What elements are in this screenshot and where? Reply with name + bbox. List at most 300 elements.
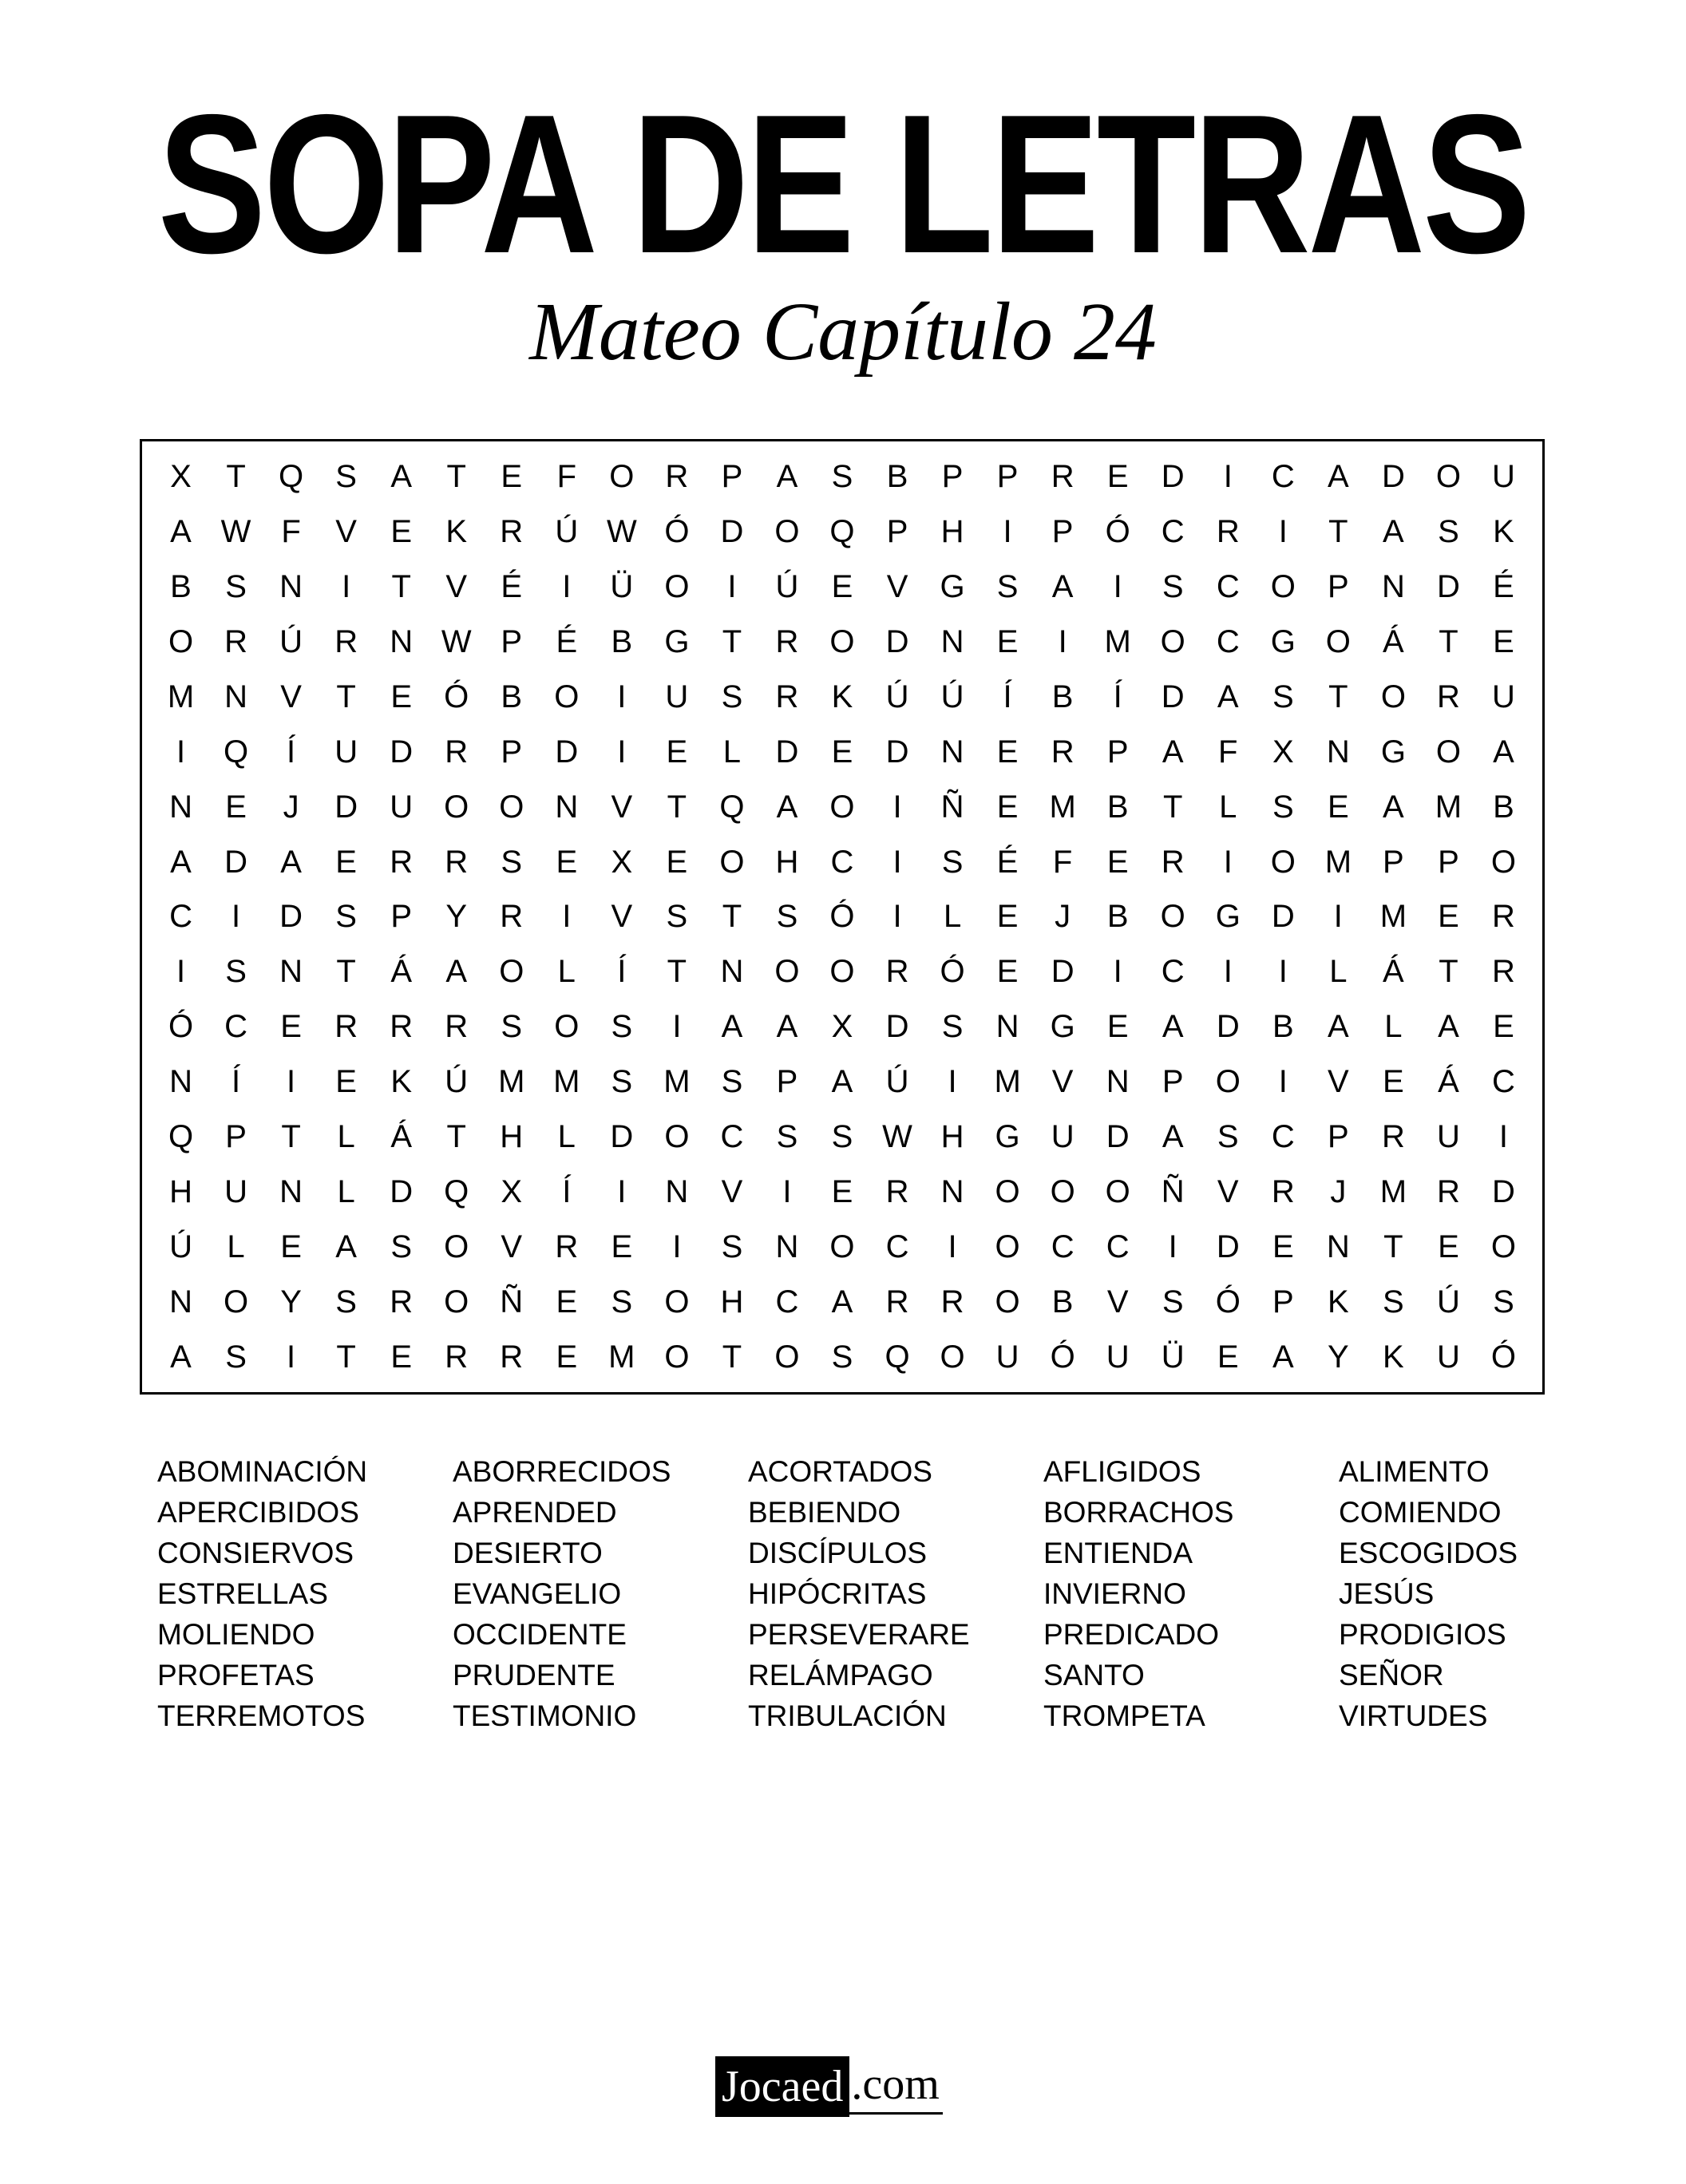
grid-cell[interactable]: S: [611, 1009, 633, 1045]
grid-cell[interactable]: P: [941, 459, 964, 495]
grid-cell[interactable]: Y: [280, 1284, 302, 1320]
grid-cell[interactable]: E: [1272, 1228, 1294, 1264]
grid-cell[interactable]: Ü: [1161, 1339, 1185, 1375]
grid-cell[interactable]: M: [1049, 789, 1076, 825]
grid-cell[interactable]: K: [1328, 1284, 1349, 1320]
grid-cell[interactable]: D: [1271, 899, 1295, 935]
grid-cell[interactable]: R: [885, 1284, 909, 1320]
grid-cell[interactable]: Ú: [885, 1064, 909, 1100]
grid-cell[interactable]: Í: [231, 1064, 241, 1100]
grid-cell[interactable]: T: [667, 789, 687, 825]
grid-cell[interactable]: R: [775, 624, 799, 660]
grid-cell[interactable]: T: [226, 459, 246, 495]
grid-cell[interactable]: R: [885, 954, 909, 990]
grid-cell[interactable]: S: [611, 1284, 633, 1320]
grid-cell[interactable]: S: [721, 1064, 743, 1100]
grid-cell[interactable]: O: [1105, 1173, 1130, 1209]
grid-cell[interactable]: U: [1492, 679, 1515, 714]
grid-cell[interactable]: T: [446, 459, 466, 495]
grid-cell[interactable]: S: [1272, 789, 1294, 825]
grid-cell[interactable]: T: [1383, 1228, 1403, 1264]
grid-cell[interactable]: B: [1106, 899, 1129, 935]
grid-cell[interactable]: A: [1493, 734, 1514, 770]
grid-cell[interactable]: O: [609, 459, 635, 495]
grid-cell[interactable]: O: [664, 1119, 690, 1155]
grid-cell[interactable]: M: [1379, 1173, 1407, 1209]
grid-cell[interactable]: R: [445, 844, 469, 880]
grid-cell[interactable]: I: [287, 1339, 296, 1375]
grid-cell[interactable]: V: [611, 789, 633, 825]
grid-cell[interactable]: S: [1493, 1284, 1514, 1320]
grid-cell[interactable]: A: [776, 1009, 798, 1045]
grid-cell[interactable]: O: [554, 679, 580, 714]
grid-cell[interactable]: W: [882, 1119, 912, 1155]
grid-cell[interactable]: S: [776, 1119, 798, 1155]
grid-cell[interactable]: C: [1492, 1064, 1515, 1100]
grid-cell[interactable]: D: [279, 899, 303, 935]
grid-cell[interactable]: T: [446, 1119, 466, 1155]
grid-cell[interactable]: T: [667, 954, 687, 990]
grid-cell[interactable]: D: [1051, 954, 1075, 990]
grid-cell[interactable]: R: [445, 734, 469, 770]
grid-cell[interactable]: N: [224, 679, 247, 714]
grid-cell[interactable]: U: [1492, 459, 1515, 495]
grid-cell[interactable]: K: [831, 679, 853, 714]
grid-cell[interactable]: Q: [279, 459, 304, 495]
grid-cell[interactable]: O: [829, 1228, 855, 1264]
grid-cell[interactable]: R: [665, 459, 689, 495]
grid-cell[interactable]: A: [1162, 734, 1184, 770]
grid-cell[interactable]: C: [720, 1119, 744, 1155]
grid-cell[interactable]: T: [722, 624, 742, 660]
grid-cell[interactable]: B: [1106, 789, 1129, 825]
grid-cell[interactable]: D: [1436, 569, 1460, 605]
grid-cell[interactable]: E: [996, 954, 1019, 990]
grid-cell[interactable]: D: [1106, 1119, 1130, 1155]
grid-cell[interactable]: I: [342, 569, 351, 605]
grid-cell[interactable]: E: [831, 734, 853, 770]
grid-cell[interactable]: B: [1051, 679, 1074, 714]
grid-cell[interactable]: N: [279, 1173, 303, 1209]
grid-cell[interactable]: C: [1216, 569, 1240, 605]
grid-cell[interactable]: R: [334, 624, 358, 660]
grid-cell[interactable]: A: [1162, 1119, 1184, 1155]
grid-cell[interactable]: I: [1113, 569, 1122, 605]
grid-cell[interactable]: S: [941, 1009, 964, 1045]
grid-cell[interactable]: O: [664, 1284, 690, 1320]
grid-cell[interactable]: Á: [390, 954, 413, 990]
grid-cell[interactable]: R: [885, 1173, 909, 1209]
grid-cell[interactable]: S: [1162, 569, 1184, 605]
grid-cell[interactable]: P: [1328, 569, 1349, 605]
grid-cell[interactable]: A: [445, 954, 468, 990]
grid-cell[interactable]: D: [224, 844, 247, 880]
grid-cell[interactable]: B: [1051, 1284, 1074, 1320]
grid-cell[interactable]: Y: [445, 899, 468, 935]
grid-cell[interactable]: T: [391, 569, 411, 605]
grid-cell[interactable]: O: [1490, 1228, 1517, 1264]
grid-cell[interactable]: O: [829, 789, 855, 825]
grid-cell[interactable]: Í: [1113, 679, 1122, 714]
grid-cell[interactable]: V: [1106, 1284, 1129, 1320]
grid-cell[interactable]: B: [611, 624, 633, 660]
grid-cell[interactable]: L: [337, 1173, 355, 1209]
grid-cell[interactable]: E: [831, 569, 853, 605]
grid-cell[interactable]: V: [886, 569, 908, 605]
grid-cell[interactable]: G: [995, 1119, 1020, 1155]
grid-cell[interactable]: T: [336, 954, 356, 990]
grid-cell[interactable]: E: [225, 789, 247, 825]
grid-cell[interactable]: C: [1271, 459, 1295, 495]
grid-cell[interactable]: L: [1384, 1009, 1403, 1045]
grid-cell[interactable]: Ñ: [1161, 1173, 1185, 1209]
grid-cell[interactable]: B: [886, 459, 908, 495]
grid-cell[interactable]: B: [1272, 1009, 1294, 1045]
grid-cell[interactable]: O: [223, 1284, 249, 1320]
grid-cell[interactable]: Ó: [1105, 514, 1130, 550]
grid-cell[interactable]: K: [1493, 514, 1514, 550]
grid-cell[interactable]: A: [170, 844, 192, 880]
grid-cell[interactable]: I: [672, 1228, 682, 1264]
grid-cell[interactable]: I: [1168, 1228, 1177, 1264]
grid-cell[interactable]: I: [1113, 954, 1122, 990]
grid-cell[interactable]: M: [498, 1064, 525, 1100]
grid-cell[interactable]: E: [1438, 1228, 1459, 1264]
grid-cell[interactable]: O: [1490, 844, 1517, 880]
grid-cell[interactable]: N: [390, 624, 414, 660]
grid-cell[interactable]: T: [1439, 624, 1458, 660]
grid-cell[interactable]: N: [169, 1064, 192, 1100]
grid-cell[interactable]: P: [886, 514, 908, 550]
grid-cell[interactable]: Y: [1328, 1339, 1349, 1375]
grid-cell[interactable]: C: [224, 1009, 247, 1045]
grid-cell[interactable]: U: [1436, 1339, 1460, 1375]
grid-cell[interactable]: S: [776, 899, 798, 935]
grid-cell[interactable]: D: [1161, 459, 1185, 495]
grid-cell[interactable]: E: [611, 1228, 633, 1264]
grid-cell[interactable]: I: [727, 569, 737, 605]
grid-cell[interactable]: E: [1383, 1064, 1404, 1100]
grid-cell[interactable]: I: [1058, 624, 1067, 660]
grid-cell[interactable]: B: [1493, 789, 1514, 825]
grid-cell[interactable]: D: [885, 734, 909, 770]
grid-cell[interactable]: S: [390, 1228, 413, 1264]
grid-cell[interactable]: L: [943, 899, 962, 935]
grid-cell[interactable]: P: [1328, 1119, 1349, 1155]
grid-cell[interactable]: S: [335, 899, 357, 935]
grid-cell[interactable]: O: [1435, 459, 1461, 495]
grid-cell[interactable]: R: [940, 1284, 964, 1320]
grid-cell[interactable]: R: [224, 624, 247, 660]
grid-cell[interactable]: N: [1381, 569, 1405, 605]
grid-cell[interactable]: T: [1163, 789, 1183, 825]
grid-cell[interactable]: R: [1436, 1173, 1460, 1209]
grid-cell[interactable]: R: [500, 1339, 524, 1375]
grid-cell[interactable]: U: [334, 734, 358, 770]
grid-cell[interactable]: N: [169, 789, 192, 825]
grid-cell[interactable]: E: [996, 899, 1019, 935]
grid-cell[interactable]: R: [390, 844, 414, 880]
grid-cell[interactable]: I: [1278, 514, 1288, 550]
grid-cell[interactable]: D: [1161, 679, 1185, 714]
grid-cell[interactable]: O: [554, 1009, 580, 1045]
grid-cell[interactable]: V: [280, 679, 302, 714]
grid-cell[interactable]: R: [1161, 844, 1185, 880]
grid-cell[interactable]: E: [831, 1173, 853, 1209]
grid-cell[interactable]: O: [1050, 1173, 1075, 1209]
grid-cell[interactable]: O: [1435, 734, 1461, 770]
grid-cell[interactable]: K: [390, 1064, 413, 1100]
grid-cell[interactable]: G: [664, 624, 690, 660]
grid-cell[interactable]: V: [1217, 1173, 1239, 1209]
grid-cell[interactable]: Á: [1383, 954, 1404, 990]
grid-cell[interactable]: A: [776, 789, 798, 825]
grid-cell[interactable]: E: [501, 459, 523, 495]
grid-cell[interactable]: G: [940, 569, 965, 605]
grid-cell[interactable]: I: [176, 954, 186, 990]
grid-cell[interactable]: A: [280, 844, 302, 880]
grid-cell[interactable]: T: [722, 1339, 742, 1375]
grid-cell[interactable]: N: [940, 1173, 964, 1209]
grid-cell[interactable]: S: [335, 459, 357, 495]
grid-cell[interactable]: M: [1435, 789, 1462, 825]
grid-cell[interactable]: I: [176, 734, 186, 770]
grid-cell[interactable]: A: [1438, 1009, 1459, 1045]
grid-cell[interactable]: D: [885, 624, 909, 660]
grid-cell[interactable]: V: [611, 899, 633, 935]
grid-cell[interactable]: S: [335, 1284, 357, 1320]
grid-cell[interactable]: I: [1223, 844, 1233, 880]
grid-cell[interactable]: N: [1326, 1228, 1350, 1264]
grid-cell[interactable]: P: [501, 734, 523, 770]
grid-cell[interactable]: X: [501, 1173, 523, 1209]
grid-cell[interactable]: Á: [1383, 624, 1404, 660]
grid-cell[interactable]: T: [1328, 679, 1348, 714]
grid-cell[interactable]: P: [1272, 1284, 1294, 1320]
grid-cell[interactable]: C: [1161, 514, 1185, 550]
grid-cell[interactable]: R: [445, 1009, 469, 1045]
grid-cell[interactable]: A: [1383, 514, 1404, 550]
grid-cell[interactable]: O: [719, 844, 745, 880]
grid-cell[interactable]: Ó: [1490, 1339, 1517, 1375]
grid-cell[interactable]: M: [608, 1339, 635, 1375]
grid-cell[interactable]: G: [1050, 1009, 1075, 1045]
grid-cell[interactable]: Á: [1438, 1064, 1459, 1100]
grid-cell[interactable]: P: [776, 1064, 798, 1100]
grid-cell[interactable]: M: [1324, 844, 1352, 880]
grid-cell[interactable]: P: [1162, 1064, 1184, 1100]
grid-cell[interactable]: A: [390, 459, 413, 495]
grid-cell[interactable]: N: [1106, 1064, 1130, 1100]
letter-grid[interactable]: [142, 441, 1542, 1392]
grid-cell[interactable]: H: [775, 844, 799, 880]
grid-cell[interactable]: O: [499, 789, 524, 825]
grid-cell[interactable]: A: [335, 1228, 357, 1264]
grid-cell[interactable]: Ú: [885, 679, 909, 714]
grid-cell[interactable]: Q: [444, 1173, 469, 1209]
grid-cell[interactable]: A: [1328, 459, 1349, 495]
grid-cell[interactable]: R: [500, 899, 524, 935]
grid-cell[interactable]: E: [666, 734, 688, 770]
grid-cell[interactable]: Ú: [169, 1228, 192, 1264]
grid-cell[interactable]: W: [441, 624, 472, 660]
grid-cell[interactable]: Ü: [610, 569, 634, 605]
grid-cell[interactable]: C: [1271, 1119, 1295, 1155]
grid-cell[interactable]: S: [501, 844, 523, 880]
grid-cell[interactable]: S: [225, 1339, 247, 1375]
grid-cell[interactable]: A: [1272, 1339, 1294, 1375]
grid-cell[interactable]: R: [1051, 734, 1075, 770]
grid-cell[interactable]: R: [1216, 514, 1240, 550]
grid-cell[interactable]: E: [1106, 844, 1129, 880]
grid-cell[interactable]: O: [1215, 1064, 1241, 1100]
grid-cell[interactable]: V: [445, 569, 468, 605]
grid-cell[interactable]: E: [390, 514, 413, 550]
grid-cell[interactable]: D: [555, 734, 579, 770]
grid-cell[interactable]: J: [1330, 1173, 1347, 1209]
grid-cell[interactable]: S: [1162, 1284, 1184, 1320]
grid-cell[interactable]: F: [281, 514, 301, 550]
grid-cell[interactable]: A: [170, 514, 192, 550]
grid-cell[interactable]: O: [1160, 899, 1185, 935]
grid-cell[interactable]: O: [1270, 844, 1296, 880]
grid-cell[interactable]: O: [444, 1284, 469, 1320]
grid-cell[interactable]: E: [1493, 1009, 1514, 1045]
grid-cell[interactable]: C: [885, 1228, 909, 1264]
grid-cell[interactable]: D: [1216, 1009, 1240, 1045]
grid-cell[interactable]: Ó: [829, 899, 855, 935]
grid-cell[interactable]: A: [831, 1284, 853, 1320]
grid-cell[interactable]: P: [1438, 844, 1459, 880]
grid-cell[interactable]: Ñ: [500, 1284, 524, 1320]
grid-cell[interactable]: V: [1051, 1064, 1074, 1100]
grid-cell[interactable]: B: [501, 679, 523, 714]
grid-cell[interactable]: S: [666, 899, 688, 935]
grid-cell[interactable]: S: [501, 1009, 523, 1045]
grid-cell[interactable]: Ú: [279, 624, 303, 660]
grid-cell[interactable]: E: [1217, 1339, 1239, 1375]
grid-cell[interactable]: X: [1272, 734, 1294, 770]
grid-cell[interactable]: D: [885, 1009, 909, 1045]
grid-cell[interactable]: C: [1216, 624, 1240, 660]
grid-cell[interactable]: N: [940, 624, 964, 660]
grid-cell[interactable]: U: [1051, 1119, 1075, 1155]
grid-cell[interactable]: I: [617, 734, 627, 770]
grid-cell[interactable]: Ú: [775, 569, 799, 605]
grid-cell[interactable]: J: [283, 789, 299, 825]
grid-cell[interactable]: N: [775, 1228, 799, 1264]
grid-cell[interactable]: C: [169, 899, 192, 935]
grid-cell[interactable]: Í: [562, 1173, 572, 1209]
grid-cell[interactable]: D: [775, 734, 799, 770]
grid-cell[interactable]: U: [390, 789, 414, 825]
grid-cell[interactable]: E: [1438, 899, 1459, 935]
grid-cell[interactable]: Ú: [555, 514, 579, 550]
grid-cell[interactable]: V: [1328, 1064, 1349, 1100]
grid-cell[interactable]: G: [1215, 899, 1241, 935]
grid-cell[interactable]: E: [335, 1064, 357, 1100]
grid-cell[interactable]: M: [663, 1064, 691, 1100]
grid-cell[interactable]: P: [1106, 734, 1129, 770]
grid-cell[interactable]: F: [1218, 734, 1238, 770]
grid-cell[interactable]: E: [996, 734, 1019, 770]
grid-cell[interactable]: A: [1162, 1009, 1184, 1045]
grid-cell[interactable]: I: [948, 1228, 957, 1264]
grid-cell[interactable]: I: [892, 899, 902, 935]
grid-cell[interactable]: Ó: [168, 1009, 194, 1045]
grid-cell[interactable]: S: [1383, 1284, 1404, 1320]
grid-cell[interactable]: O: [995, 1228, 1020, 1264]
grid-cell[interactable]: Á: [390, 1119, 413, 1155]
grid-cell[interactable]: N: [995, 1009, 1019, 1045]
grid-cell[interactable]: Ú: [940, 679, 964, 714]
grid-cell[interactable]: I: [1333, 899, 1343, 935]
grid-cell[interactable]: N: [665, 1173, 689, 1209]
grid-cell[interactable]: S: [831, 459, 853, 495]
grid-cell[interactable]: U: [665, 679, 689, 714]
grid-cell[interactable]: S: [996, 569, 1019, 605]
grid-cell[interactable]: Q: [719, 789, 745, 825]
grid-cell[interactable]: Í: [617, 954, 627, 990]
grid-cell[interactable]: U: [1436, 1119, 1460, 1155]
grid-cell[interactable]: O: [940, 1339, 965, 1375]
grid-cell[interactable]: E: [1106, 1009, 1129, 1045]
grid-cell[interactable]: E: [666, 844, 688, 880]
grid-cell[interactable]: L: [1329, 954, 1348, 990]
grid-cell[interactable]: Ó: [940, 954, 965, 990]
grid-cell[interactable]: F: [556, 459, 576, 495]
grid-cell[interactable]: O: [444, 789, 469, 825]
grid-cell[interactable]: O: [444, 1228, 469, 1264]
grid-cell[interactable]: Q: [829, 514, 855, 550]
grid-cell[interactable]: S: [941, 844, 964, 880]
grid-cell[interactable]: P: [1383, 844, 1404, 880]
grid-cell[interactable]: E: [1328, 789, 1349, 825]
grid-cell[interactable]: C: [775, 1284, 799, 1320]
grid-cell[interactable]: R: [1271, 1173, 1295, 1209]
grid-cell[interactable]: K: [1383, 1339, 1404, 1375]
grid-cell[interactable]: T: [281, 1119, 301, 1155]
grid-cell[interactable]: M: [994, 1064, 1021, 1100]
grid-cell[interactable]: O: [829, 954, 855, 990]
grid-cell[interactable]: A: [776, 459, 798, 495]
grid-cell[interactable]: N: [940, 734, 964, 770]
grid-cell[interactable]: I: [672, 1009, 682, 1045]
grid-cell[interactable]: T: [336, 1339, 356, 1375]
grid-cell[interactable]: É: [996, 844, 1019, 880]
grid-cell[interactable]: I: [287, 1064, 296, 1100]
grid-cell[interactable]: Ó: [1215, 1284, 1241, 1320]
grid-cell[interactable]: P: [390, 899, 413, 935]
grid-cell[interactable]: P: [1051, 514, 1074, 550]
grid-cell[interactable]: É: [556, 624, 578, 660]
grid-cell[interactable]: J: [1055, 899, 1071, 935]
grid-cell[interactable]: E: [390, 679, 413, 714]
grid-cell[interactable]: S: [1438, 514, 1459, 550]
grid-cell[interactable]: O: [664, 569, 690, 605]
grid-cell[interactable]: O: [168, 624, 194, 660]
grid-cell[interactable]: E: [556, 844, 578, 880]
grid-cell[interactable]: A: [1328, 1009, 1349, 1045]
grid-cell[interactable]: Q: [885, 1339, 910, 1375]
grid-cell[interactable]: D: [610, 1119, 634, 1155]
grid-cell[interactable]: H: [940, 1119, 964, 1155]
grid-cell[interactable]: O: [774, 1339, 800, 1375]
grid-cell[interactable]: Ú: [445, 1064, 469, 1100]
grid-cell[interactable]: H: [500, 1119, 524, 1155]
grid-cell[interactable]: E: [556, 1339, 578, 1375]
grid-cell[interactable]: G: [1380, 734, 1406, 770]
